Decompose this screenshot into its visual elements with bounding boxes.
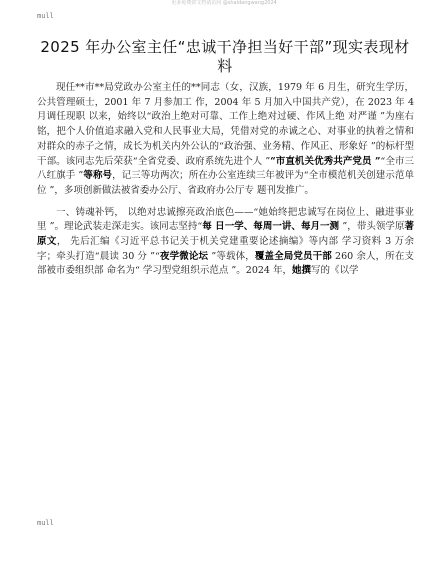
bold-text-run: 她撰 xyxy=(291,265,311,277)
text-run: 写的《以学 xyxy=(311,265,359,277)
paragraph-intro xyxy=(37,81,414,199)
bold-text-run: 著原文 xyxy=(37,221,415,248)
document-body xyxy=(37,81,414,279)
text-run: “全市三八红旗手 ” xyxy=(37,155,414,182)
text-run: ”等载体， xyxy=(208,250,255,262)
text-run: 现任**市**局党政办公室主任的**同志（女，汉族，1979 年 6 月生，研究生学历，公共管理硕士，2001 年 7 月参加工 作，2004 年 5 月加入中国共产党），在 2023 年 4 月调任现职 以来，始终以“政治上绝对可靠、工作上绝对过硬、作风上绝 对严谨 ”为座右铭，把个人价值追求融入党和人民事业大局，凭借对党的赤诚之心、对事业的执着之情和对群众的赤子之情，成长为机关内外公认的“政治强、业务精、作风正、形象好 ”的标杆型干部。该同志先后荣获“全省党委、政府系统先进个人 ” xyxy=(37,82,414,167)
top-watermark: 更多免费资文档请访问 @shaidangwang2024 xyxy=(171,0,277,6)
header-mark: mull xyxy=(37,12,54,20)
document-title: 2025 年办公室主任“忠诚干净担当好干部”现实表现材料 xyxy=(40,38,410,75)
paragraph-section-one xyxy=(37,206,414,280)
text-run: ，记三等功两次；所在办公室连续三年被评为“全市模范机关创建示范单位 ”，多项创新做法被省委办公厅、省政府办公厅专 题刊发推广。 xyxy=(37,170,414,196)
text-run: ， 先后汇编《习近平总书记关于机关党建重要论述摘编》等内部 学习资料 3 万余字；牵头打造“晨读 30 分 ”“ xyxy=(37,236,414,262)
bold-text-run: “市直机关优秀共产党员 ” xyxy=(270,155,381,167)
text-run: 260 余人，所在支部被市委组织部 命名为“ 学习型党组织示范点 ”。2024 年， xyxy=(37,250,414,277)
footer-mark: mull xyxy=(37,519,54,527)
bold-text-run: 覆盖全局党员干部 xyxy=(254,250,332,262)
text-run: ”，带头领学原 xyxy=(342,221,405,233)
bold-text-run: 夜学微论坛 xyxy=(159,250,209,262)
bold-text-run: 等称号 xyxy=(83,170,113,182)
text-run: 一、铸魂补钙， 以绝对忠诚擦亮政治底色——“她始终把忠诚写在岗位上、融进事业里 ”。理论武装走深走实。该同志坚持“ xyxy=(37,206,414,233)
bold-text-run: 每 日一学、每周一讲、每月一测 xyxy=(202,221,343,233)
